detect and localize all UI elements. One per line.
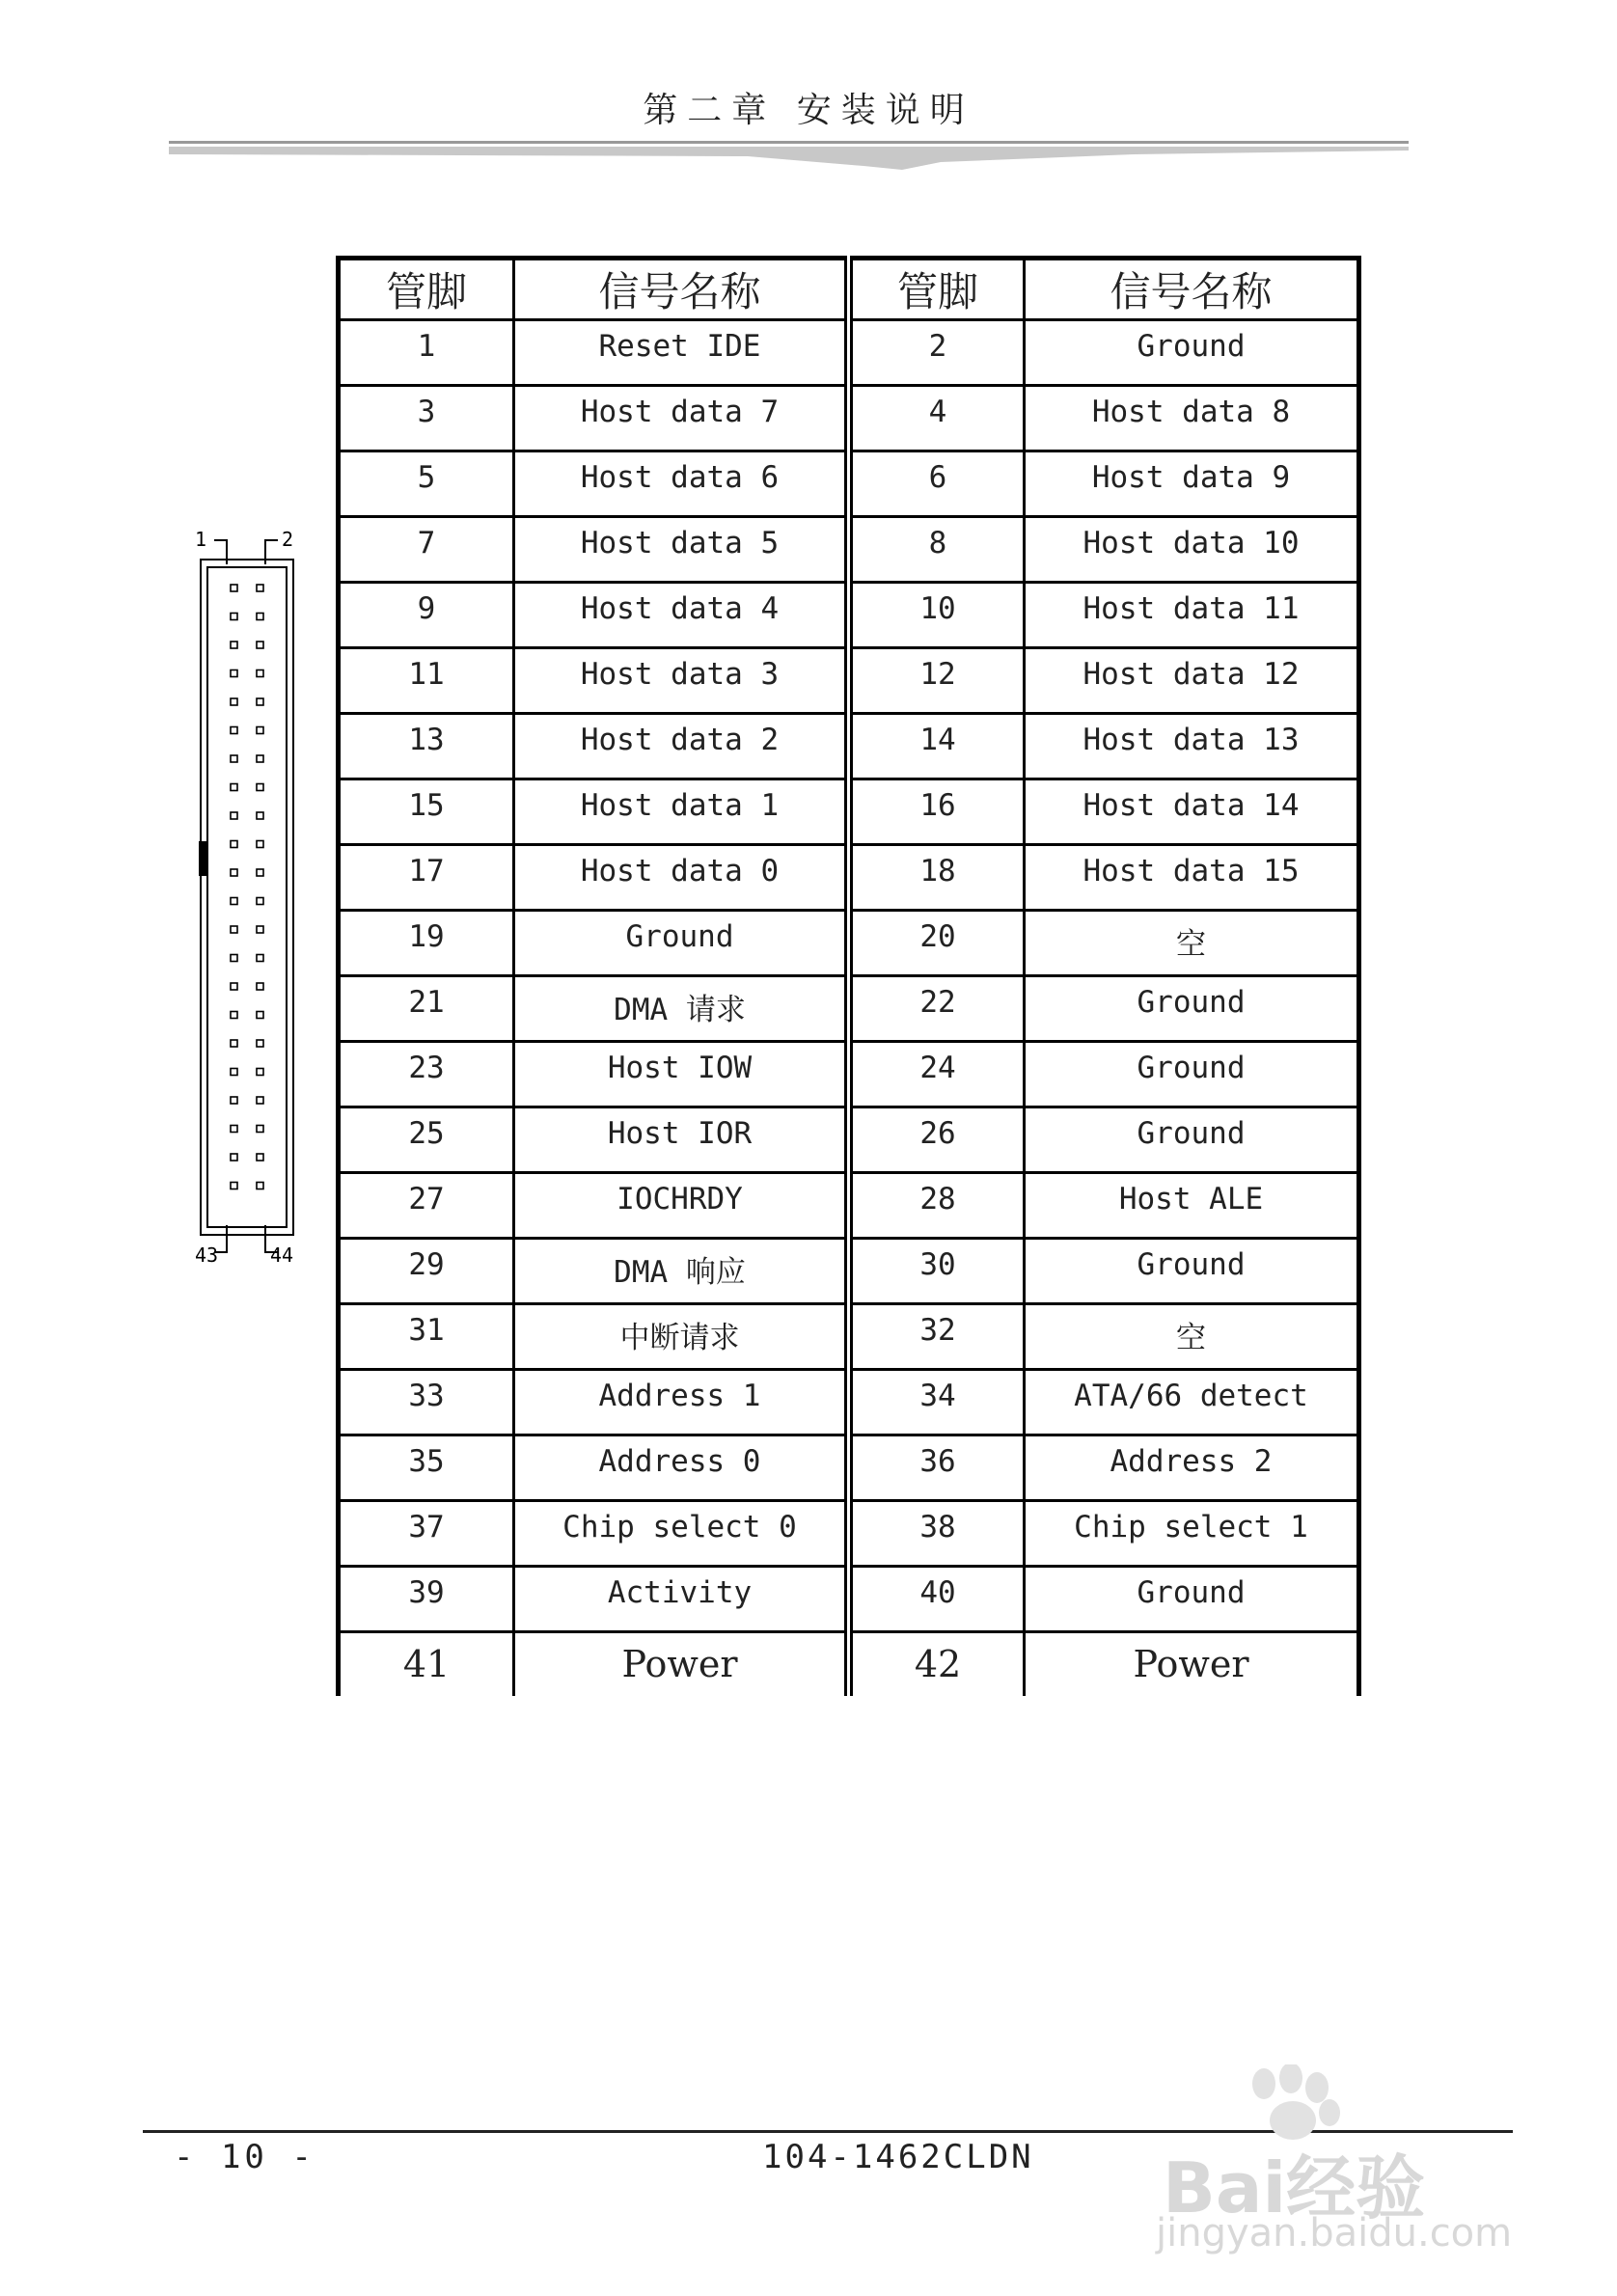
connector-pin	[257, 1012, 263, 1019]
header-rule	[169, 141, 1409, 174]
connector-pin	[257, 1183, 263, 1189]
pin-label-44: 44	[270, 1244, 294, 1267]
signal-name-left: Host IOW	[514, 1042, 849, 1107]
signal-name-left: DMA 请求	[514, 976, 849, 1042]
connector-pin	[257, 926, 263, 933]
connector-pin	[257, 983, 263, 990]
connector-pin	[257, 784, 263, 791]
table-row	[339, 451, 1359, 517]
signal-name-left: Address 0	[514, 1435, 849, 1501]
table-row	[339, 1304, 1359, 1370]
connector-pin	[257, 698, 263, 705]
pin-number-left: 9	[339, 583, 514, 648]
signal-name-left: Host data 6	[514, 451, 849, 517]
pin-number-left: 17	[339, 845, 514, 911]
connector-pin	[257, 955, 263, 962]
table-row	[339, 320, 1359, 386]
connector-pin	[257, 1126, 263, 1133]
signal-name-right: Ground	[1025, 976, 1359, 1042]
pin-number-left: 37	[339, 1501, 514, 1567]
pin-number-right: 30	[849, 1239, 1025, 1304]
pin-number-right: 20	[849, 911, 1025, 976]
signal-name-right: Host data 8	[1025, 386, 1359, 451]
table-row	[339, 1239, 1359, 1304]
connector-pin	[231, 698, 237, 705]
table-row	[339, 714, 1359, 779]
signal-name-right: Host ALE	[1025, 1173, 1359, 1239]
pin-number-right: 14	[849, 714, 1025, 779]
signal-name-left: Chip select 0	[514, 1501, 849, 1567]
pin-number-right: 42	[849, 1632, 1025, 1697]
connector-pin	[257, 1097, 263, 1104]
signal-name-left: Host data 3	[514, 648, 849, 714]
signal-name-left: IOCHRDY	[514, 1173, 849, 1239]
connector-pin	[231, 755, 237, 762]
connector-pin	[257, 727, 263, 734]
connector-pin	[257, 841, 263, 848]
page-number: - 10 -	[174, 2138, 315, 2176]
table-row	[339, 386, 1359, 451]
document-code: 104-1462CLDN	[762, 2138, 1034, 2176]
connector-pin	[231, 1154, 237, 1161]
pin-number-right: 4	[849, 386, 1025, 451]
pin-number-right: 10	[849, 583, 1025, 648]
connector-pin	[231, 670, 237, 677]
signal-name-right: Host data 14	[1025, 779, 1359, 845]
pin-number-right: 32	[849, 1304, 1025, 1370]
pin-number-right: 34	[849, 1370, 1025, 1435]
header-pin-left: 管脚	[339, 259, 514, 320]
signal-name-left: Activity	[514, 1567, 849, 1632]
table-row	[339, 1501, 1359, 1567]
connector-pin	[231, 1183, 237, 1189]
pin-number-right: 40	[849, 1567, 1025, 1632]
signal-name-left: Power	[514, 1632, 849, 1697]
connector-pin	[231, 898, 237, 905]
table-row	[339, 1632, 1359, 1697]
signal-name-right: Host data 11	[1025, 583, 1359, 648]
connector-pin	[231, 1097, 237, 1104]
signal-name-left: Reset IDE	[514, 320, 849, 386]
header-signal-left: 信号名称	[514, 259, 849, 320]
pin-number-left: 5	[339, 451, 514, 517]
idc-connector-diagram	[193, 521, 309, 1273]
connector-pin	[231, 983, 237, 990]
signal-name-right: Ground	[1025, 1042, 1359, 1107]
pin-number-left: 29	[339, 1239, 514, 1304]
connector-pin	[257, 670, 263, 677]
signal-name-left: Host data 4	[514, 583, 849, 648]
pin-number-left: 15	[339, 779, 514, 845]
connector-pin	[231, 642, 237, 648]
signal-name-left: Host data 1	[514, 779, 849, 845]
pin-number-right: 16	[849, 779, 1025, 845]
signal-name-right: Address 2	[1025, 1435, 1359, 1501]
pin-number-left: 7	[339, 517, 514, 583]
pin-number-left: 41	[339, 1632, 514, 1697]
pin-number-right: 26	[849, 1107, 1025, 1173]
table-row	[339, 976, 1359, 1042]
pin-number-left: 19	[339, 911, 514, 976]
table-row	[339, 1042, 1359, 1107]
pin-number-left: 3	[339, 386, 514, 451]
connector-pin	[231, 869, 237, 876]
connector-pin	[231, 585, 237, 591]
connector-pin	[231, 1126, 237, 1133]
connector-pin	[257, 898, 263, 905]
connector-pin	[257, 755, 263, 762]
table-header-row	[339, 259, 1359, 320]
connector-pin	[231, 727, 237, 734]
signal-name-right: Ground	[1025, 1107, 1359, 1173]
signal-name-right: Host data 10	[1025, 517, 1359, 583]
signal-name-right: Host data 13	[1025, 714, 1359, 779]
signal-name-left: Host IOR	[514, 1107, 849, 1173]
connector-pin	[231, 1012, 237, 1019]
signal-name-left: Host data 0	[514, 845, 849, 911]
pin-number-right: 38	[849, 1501, 1025, 1567]
connector-pin	[257, 869, 263, 876]
signal-name-right: 空	[1025, 911, 1359, 976]
connector-pin	[231, 812, 237, 819]
signal-name-right: Ground	[1025, 1239, 1359, 1304]
pin-number-left: 25	[339, 1107, 514, 1173]
signal-name-right: 空	[1025, 1304, 1359, 1370]
pin-number-left: 39	[339, 1567, 514, 1632]
signal-name-left: Host data 2	[514, 714, 849, 779]
watermark-url: jingyan.baidu.com	[1156, 2211, 1513, 2255]
connector-pin	[257, 1069, 263, 1076]
pin-number-left: 35	[339, 1435, 514, 1501]
pin-number-right: 36	[849, 1435, 1025, 1501]
pin-label-1: 1	[195, 528, 207, 551]
signal-name-right: Ground	[1025, 1567, 1359, 1632]
pin-number-right: 8	[849, 517, 1025, 583]
signal-name-right: Host data 15	[1025, 845, 1359, 911]
signal-name-right: Host data 9	[1025, 451, 1359, 517]
signal-name-left: Host data 7	[514, 386, 849, 451]
header-pin-right: 管脚	[849, 259, 1025, 320]
pin-grid	[231, 585, 263, 1189]
page-header-title: 第二章 安装说明	[643, 91, 974, 130]
pin-number-left: 21	[339, 976, 514, 1042]
connector-pin	[231, 926, 237, 933]
signal-name-right: Chip select 1	[1025, 1501, 1359, 1567]
pin-number-right: 28	[849, 1173, 1025, 1239]
table-row	[339, 1567, 1359, 1632]
pin-number-left: 27	[339, 1173, 514, 1239]
table-row	[339, 845, 1359, 911]
connector-pin	[231, 1069, 237, 1076]
connector-pin	[257, 1040, 263, 1047]
watermark-brand: Bai经验	[1163, 2147, 1426, 2228]
connector-pin	[257, 614, 263, 620]
pin-number-left: 31	[339, 1304, 514, 1370]
signal-name-right: ATA/66 detect	[1025, 1370, 1359, 1435]
pin-signal-table	[336, 256, 1361, 1696]
connector-pin	[231, 614, 237, 620]
pin-label-43: 43	[195, 1244, 219, 1267]
pin-number-right: 18	[849, 845, 1025, 911]
connector-pin	[231, 1040, 237, 1047]
table-row	[339, 1107, 1359, 1173]
signal-name-left: 中断请求	[514, 1304, 849, 1370]
pin-number-left: 33	[339, 1370, 514, 1435]
connector-pin	[231, 955, 237, 962]
header-signal-right: 信号名称	[1025, 259, 1359, 320]
signal-name-left: DMA 响应	[514, 1239, 849, 1304]
signal-name-right: Host data 12	[1025, 648, 1359, 714]
pin-number-left: 23	[339, 1042, 514, 1107]
table-row	[339, 911, 1359, 976]
pin-number-left: 1	[339, 320, 514, 386]
pin-number-right: 22	[849, 976, 1025, 1042]
signal-name-left: Host data 5	[514, 517, 849, 583]
table-row	[339, 583, 1359, 648]
table-row	[339, 1435, 1359, 1501]
table-row	[339, 648, 1359, 714]
pin-label-2: 2	[282, 528, 294, 551]
connector-pin	[231, 784, 237, 791]
table-row	[339, 1370, 1359, 1435]
signal-name-right: Power	[1025, 1632, 1359, 1697]
connector-pin	[257, 585, 263, 591]
signal-name-left: Address 1	[514, 1370, 849, 1435]
pin-number-right: 24	[849, 1042, 1025, 1107]
table-row	[339, 517, 1359, 583]
signal-name-left: Ground	[514, 911, 849, 976]
connector-pin	[257, 642, 263, 648]
connector-pin	[257, 1154, 263, 1161]
pin-number-right: 6	[849, 451, 1025, 517]
pin-number-left: 13	[339, 714, 514, 779]
pin-number-right: 12	[849, 648, 1025, 714]
connector-pin	[231, 841, 237, 848]
table-row	[339, 1173, 1359, 1239]
pin-number-left: 11	[339, 648, 514, 714]
pin-number-right: 2	[849, 320, 1025, 386]
connector-pin	[257, 812, 263, 819]
signal-name-right: Ground	[1025, 320, 1359, 386]
table-row	[339, 779, 1359, 845]
